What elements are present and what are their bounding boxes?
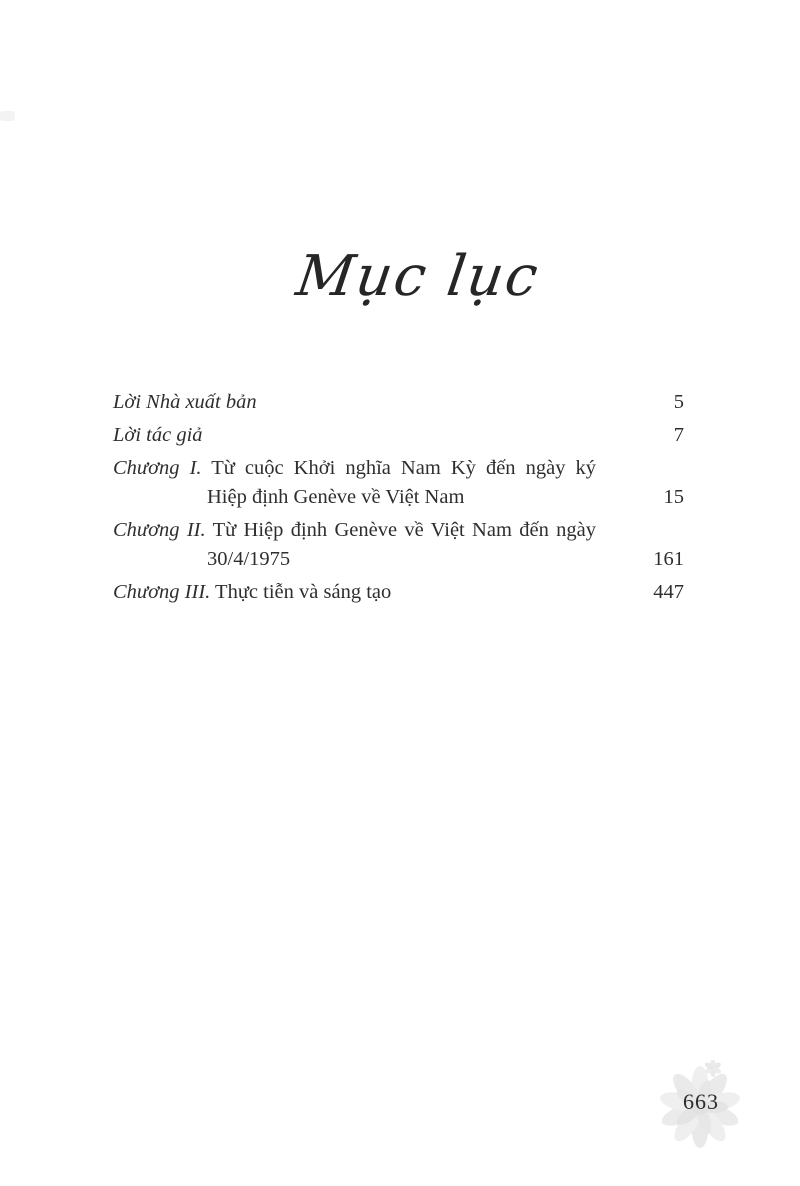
toc-entry-line1 <box>113 516 596 545</box>
toc-entry-line2 <box>113 483 684 512</box>
toc-page-number: 15 <box>663 486 684 508</box>
toc-entry-text <box>113 578 391 607</box>
toc-entry-title-continued: Hiệp định Genève về Việt Nam <box>207 486 465 508</box>
toc-entry-row <box>113 388 684 417</box>
page-title <box>0 244 800 309</box>
toc-page-number: 7 <box>673 424 684 446</box>
toc-entry-title-continued: 30/4/1975 <box>207 548 291 570</box>
toc-entry-row <box>113 578 684 607</box>
toc-page-number: 447 <box>653 581 684 603</box>
toc-entry-title: Thực tiễn và sáng tạo <box>215 581 392 603</box>
toc-entry-line1 <box>113 454 596 483</box>
toc-entry-label: Chương I. <box>113 457 202 479</box>
page-title-text: Mục lục <box>292 244 544 309</box>
toc-entry-label: Lời Nhà xuất bản <box>113 391 257 413</box>
toc-page-number: 5 <box>673 391 684 413</box>
toc-entry <box>113 578 684 607</box>
toc-entry-row <box>113 421 684 450</box>
toc-entry <box>113 516 684 574</box>
table-of-contents <box>113 388 684 611</box>
toc-entry-line2 <box>113 545 684 574</box>
toc-entry <box>113 388 684 417</box>
toc-entry-title: Từ Hiệp định Genève về Việt Nam đến ngày <box>212 519 596 541</box>
toc-entry-label: Lời tác giả <box>113 424 203 446</box>
page-number: 663 <box>683 1089 719 1114</box>
toc-entry <box>113 454 684 512</box>
toc-entry-label: Chương III. <box>113 581 211 603</box>
toc-entry-label: Chương II. <box>113 519 206 541</box>
toc-entry-title: Từ cuộc Khởi nghĩa Nam Kỳ đến ngày ký <box>211 457 596 479</box>
toc-entry <box>113 421 684 450</box>
toc-page-number: 161 <box>653 548 684 570</box>
scan-artifact <box>0 111 15 121</box>
